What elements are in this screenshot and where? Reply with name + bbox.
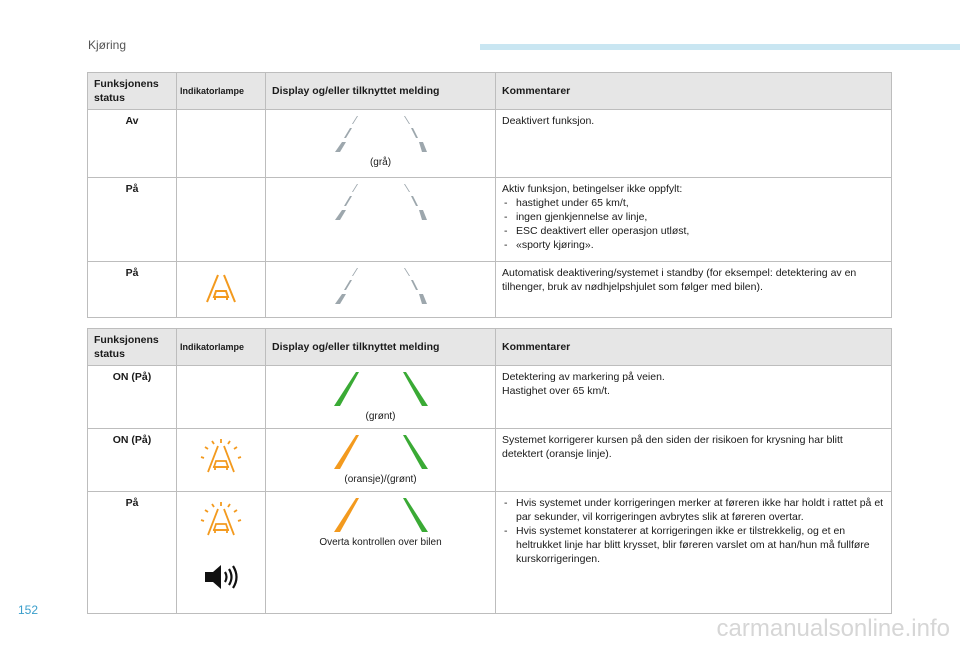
display-cell bbox=[266, 366, 496, 429]
header-lamp: Indikatorlampe bbox=[177, 329, 266, 366]
display-caption: Overta kontrollen over bilen bbox=[319, 537, 442, 548]
display-caption: (grå) bbox=[369, 157, 392, 168]
status-cell: Av bbox=[88, 110, 177, 178]
lane-lines-orange-green-icon bbox=[331, 435, 431, 471]
lamp-cell bbox=[177, 262, 266, 318]
display-cell bbox=[266, 178, 496, 262]
display-cell bbox=[266, 110, 496, 178]
header-comments: Kommentarer bbox=[496, 329, 892, 366]
table-header-row bbox=[88, 73, 892, 110]
list-item: - hastighet under 65 km/t, bbox=[502, 196, 885, 210]
status-table-off bbox=[87, 72, 892, 318]
list-item: - Hvis systemet konstaterer at korrigeringen ikke er tilstrekkelig, og et en heltrukket linje har blitt krysset, blir føreren varslet om at han/hun må fullføre kurskorrigeringen. bbox=[502, 524, 885, 566]
header-accent-bar bbox=[480, 44, 960, 50]
header-display: Display og/eller tilknyttet melding bbox=[266, 73, 496, 110]
table-row bbox=[88, 110, 892, 178]
status-cell: ON (På) bbox=[88, 366, 177, 429]
status-cell: ON (På) bbox=[88, 429, 177, 492]
comment-cell bbox=[496, 366, 892, 429]
header-comments: Kommentarer bbox=[496, 73, 892, 110]
table-row bbox=[88, 429, 892, 492]
lane-lines-orange-green-icon bbox=[331, 498, 431, 534]
header-display: Display og/eller tilknyttet melding bbox=[266, 329, 496, 366]
header-lamp: Indikatorlampe bbox=[177, 73, 266, 110]
comment-cell bbox=[496, 178, 892, 262]
header-status: Funksjonens status bbox=[88, 329, 177, 366]
comment-text: Hastighet over 65 km/t. bbox=[502, 385, 610, 397]
lane-lines-grey-icon bbox=[331, 268, 431, 306]
lane-lines-grey-icon bbox=[331, 116, 431, 154]
lane-assist-orange-icon bbox=[201, 272, 241, 306]
comment-text: Detektering av markering på veien. bbox=[502, 371, 665, 383]
lamp-cell bbox=[177, 429, 266, 492]
list-item: - Hvis systemet under korrigeringen merker at føreren ikke har holdt i rattet på et par sekunder, vil korrigeringen avbrytes slik at føreren overtar. bbox=[502, 496, 885, 524]
table-header-row bbox=[88, 329, 892, 366]
table-row bbox=[88, 178, 892, 262]
comment-text: Aktiv funksjon, betingelser ikke oppfylt: bbox=[502, 183, 683, 195]
lamp-cell bbox=[177, 110, 266, 178]
table-row bbox=[88, 262, 892, 318]
list-item: - «sporty kjøring». bbox=[502, 238, 885, 252]
status-table-on bbox=[87, 328, 892, 614]
speaker-icon bbox=[203, 564, 239, 590]
comment-cell: Deaktivert funksjon. bbox=[496, 110, 892, 178]
status-cell: På bbox=[88, 262, 177, 318]
list-item: - ingen gjenkjennelse av linje, bbox=[502, 210, 885, 224]
table-row bbox=[88, 492, 892, 614]
comment-list bbox=[502, 496, 885, 566]
list-item: - ESC deaktivert eller operasjon utløst, bbox=[502, 224, 885, 238]
lane-lines-green-icon bbox=[331, 372, 431, 408]
section-title: Kjøring bbox=[88, 38, 127, 52]
comment-list bbox=[502, 196, 885, 252]
comment-cell: Systemet korrigerer kursen på den siden der risikoen for krysning har blitt detektert (oransje linje). bbox=[496, 429, 892, 492]
lane-lines-grey-icon bbox=[331, 184, 431, 222]
lane-assist-flashing-orange-icon bbox=[199, 502, 243, 542]
status-cell: På bbox=[88, 178, 177, 262]
watermark: carmanualsonline.info bbox=[716, 615, 950, 642]
comment-cell bbox=[496, 492, 892, 614]
display-cell bbox=[266, 492, 496, 614]
display-caption: (grønt) bbox=[365, 411, 396, 422]
lamp-cell bbox=[177, 366, 266, 429]
lane-assist-flashing-orange-icon bbox=[199, 439, 243, 479]
comment-cell: Automatisk deaktivering/systemet i standby (for eksempel: detektering av en tilhenger, bruk av nødhjelpshjulet som følger med bilen). bbox=[496, 262, 892, 318]
header-status: Funksjonens status bbox=[88, 73, 177, 110]
page-number: 152 bbox=[18, 603, 39, 617]
display-cell bbox=[266, 262, 496, 318]
display-caption: (oransje)/(grønt) bbox=[344, 474, 417, 485]
lamp-cell bbox=[177, 178, 266, 262]
display-cell bbox=[266, 429, 496, 492]
table-row bbox=[88, 366, 892, 429]
status-cell: På bbox=[88, 492, 177, 614]
lamp-cell bbox=[177, 492, 266, 614]
